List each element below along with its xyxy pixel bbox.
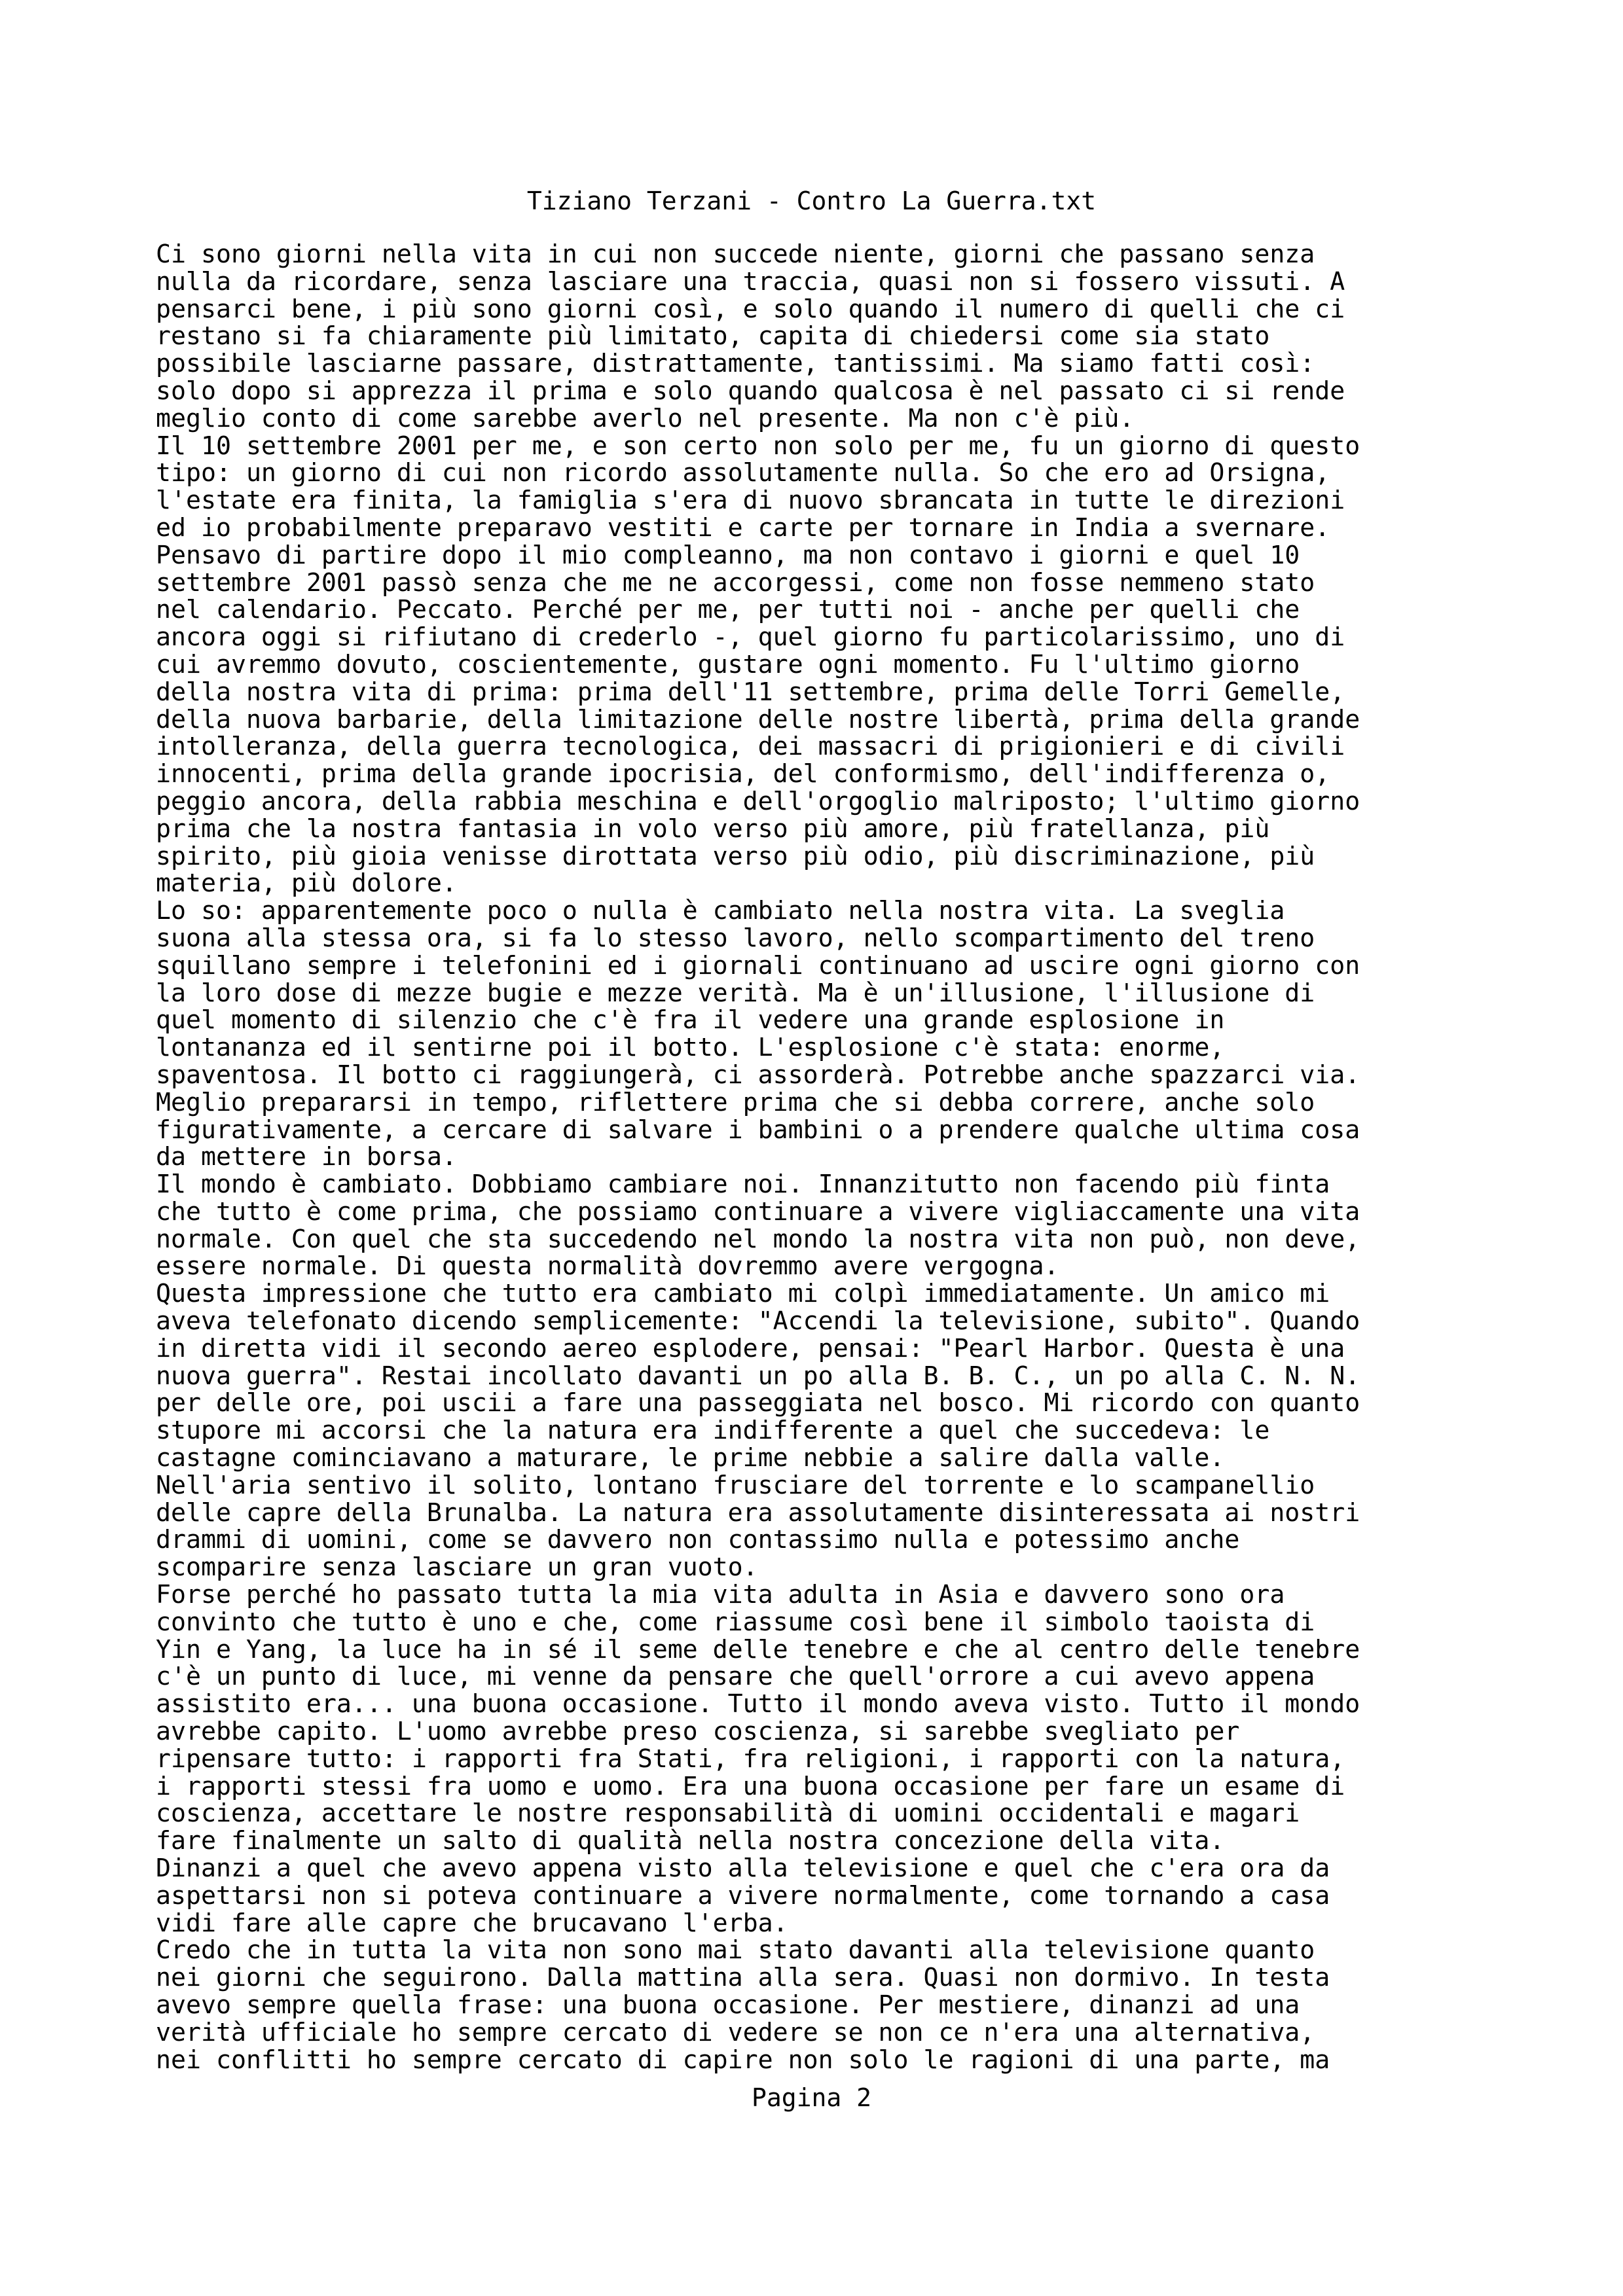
text-line: che tutto è come prima, che possiamo continuare a vivere vigliaccamente una vita [156, 1197, 1360, 1227]
text-line: ancora oggi si rifiutano di crederlo -, quel giorno fu particolarissimo, uno di [156, 623, 1345, 653]
document-title: Tiziano Terzani - Contro La Guerra.txt [526, 187, 1097, 215]
text-line: ripensare tutto: i rapporti fra Stati, fra religioni, i rapporti con la natura, [156, 1744, 1345, 1774]
text-line: avevo sempre quella frase: una buona occasione. Per mestiere, dinanzi ad una [156, 1991, 1300, 2020]
text-line: l'estate era finita, la famiglia s'era di nuovo sbrancata in tutte le direzioni [156, 486, 1345, 516]
text-line: meglio conto di come sarebbe averlo nel presente. Ma non c'è più. [156, 404, 1135, 433]
text-line: quel momento di silenzio che c'è fra il vedere una grande esplosione in [156, 1006, 1225, 1035]
text-line: aveva telefonato dicendo semplicemente: "Accendi la televisione, subito". Quando [156, 1307, 1360, 1336]
text-line: restano si fa chiaramente più limitato, capita di chiedersi come sia stato [156, 322, 1270, 351]
text-line: da mettere in borsa. [156, 1143, 457, 1172]
text-line: Dinanzi a quel che avevo appena visto alla televisione e quel che c'era ora da [156, 1854, 1330, 1884]
text-line: spirito, più gioia venisse dirottata verso più odio, più discriminazione, più [156, 842, 1315, 871]
text-line: i rapporti stessi fra uomo e uomo. Era una buona occasione per fare un esame di [156, 1772, 1345, 1801]
text-line: nel calendario. Peccato. Perché per me, per tutti noi - anche per quelli che [156, 596, 1300, 625]
text-line: verità ufficiale ho sempre cercato di vedere se non ce n'era una alternativa, [156, 2018, 1315, 2047]
text-line: Questa impressione che tutto era cambiato mi colpì immediatamente. Un amico mi [156, 1280, 1330, 1309]
text-line: settembre 2001 passò senza che me ne accorgessi, come non fosse nemmeno stato [156, 568, 1315, 598]
text-line: spaventosa. Il botto ci raggiungerà, ci assorderà. Potrebbe anche spazzarci via. [156, 1060, 1360, 1090]
text-line: Ci sono giorni nella vita in cui non succede niente, giorni che passano senza [156, 240, 1315, 269]
text-line: aspettarsi non si poteva continuare a vivere normalmente, come tornando a casa [156, 1881, 1330, 1910]
text-line: Forse perché ho passato tutta la mia vita adulta in Asia e davvero sono ora [156, 1581, 1285, 1610]
text-line: essere normale. Di questa normalità dovremmo avere vergogna. [156, 1252, 1059, 1282]
document-body [156, 242, 1478, 2074]
text-line: Yin e Yang, la luce ha in sé il seme delle tenebre e che al centro delle tenebre [156, 1635, 1360, 1664]
text-line: materia, più dolore. [156, 869, 457, 899]
text-line: castagne cominciavano a maturare, le prime nebbie a salire dalla valle. [156, 1444, 1225, 1473]
text-line: drammi di uomini, come se davvero non contassimo nulla e potessimo anche [156, 1526, 1240, 1555]
text-line: delle capre della Brunalba. La natura era assolutamente disinteressata ai nostri [156, 1498, 1360, 1528]
text-line: nuova guerra". Restai incollato davanti un po alla B. B. C., un po alla C. N. N. [156, 1361, 1360, 1391]
text-line: prima che la nostra fantasia in volo verso più amore, più fratellanza, più [156, 814, 1270, 844]
text-line: della nuova barbarie, della limitazione delle nostre libertà, prima della grande [156, 705, 1360, 734]
text-line: Il mondo è cambiato. Dobbiamo cambiare noi. Innanzitutto non facendo più finta [156, 1170, 1330, 1200]
text-line: innocenti, prima della grande ipocrisia, del conformismo, dell'indifferenza o, [156, 760, 1330, 789]
text-line: assistito era... una buona occasione. Tutto il mondo aveva visto. Tutto il mondo [156, 1690, 1360, 1719]
text-line: figurativamente, a cercare di salvare i bambini o a prendere qualche ultima cosa [156, 1115, 1360, 1145]
text-line: suona alla stessa ora, si fa lo stesso lavoro, nello scompartimento del treno [156, 924, 1315, 953]
page-number: Pagina 2 [751, 2083, 872, 2112]
text-line: coscienza, accettare le nostre responsabilità di uomini occidentali e magari [156, 1799, 1300, 1829]
text-line: nei giorni che seguirono. Dalla mattina alla sera. Quasi non dormivo. In testa [156, 1964, 1330, 1993]
text-line: stupore mi accorsi che la natura era indifferente a quel che succedeva: le [156, 1416, 1270, 1446]
text-line: Il 10 settembre 2001 per me, e son certo non solo per me, fu un giorno di questo [156, 431, 1360, 461]
text-line: ed io probabilmente preparavo vestiti e carte per tornare in India a svernare. [156, 513, 1330, 543]
text-line: in diretta vidi il secondo aereo esplodere, pensai: "Pearl Harbor. Questa è una [156, 1334, 1345, 1363]
text-line: Credo che in tutta la vita non sono mai stato davanti alla televisione quanto [156, 1936, 1315, 1965]
text-line: della nostra vita di prima: prima dell'11 settembre, prima delle Torri Gemelle, [156, 677, 1345, 707]
text-line: Pensavo di partire dopo il mio compleanno, ma non contavo i giorni e quel 10 [156, 541, 1300, 570]
text-line: nulla da ricordare, senza lasciare una traccia, quasi non si fossero vissuti. A [156, 267, 1345, 296]
text-line: c'è un punto di luce, mi venne da pensare che quell'orrore a cui avevo appena [156, 1662, 1315, 1692]
text-line: possibile lasciarne passare, distrattamente, tantissimi. Ma siamo fatti così: [156, 350, 1315, 379]
text-line: squillano sempre i telefonini ed i giornali continuano ad uscire ogni giorno con [156, 951, 1360, 980]
text-line: Meglio prepararsi in tempo, riflettere prima che si debba correre, anche solo [156, 1088, 1315, 1117]
text-line: la loro dose di mezze bugie e mezze verità. Ma è un'illusione, l'illusione di [156, 978, 1315, 1008]
text-line: normale. Con quel che sta succedendo nel mondo la nostra vita non può, non deve, [156, 1225, 1360, 1254]
text-line: per delle ore, poi uscii a fare una passeggiata nel bosco. Mi ricordo con quanto [156, 1389, 1360, 1418]
text-line: solo dopo si apprezza il prima e solo quando qualcosa è nel passato ci si rende [156, 376, 1345, 406]
text-line: peggio ancora, della rabbia meschina e dell'orgoglio malriposto; l'ultimo giorno [156, 787, 1360, 816]
text-line: nei conflitti ho sempre cercato di capire non solo le ragioni di una parte, ma [156, 2045, 1330, 2075]
text-line: intolleranza, della guerra tecnologica, dei massacri di prigionieri e di civili [156, 732, 1345, 762]
text-line: Lo so: apparentemente poco o nulla è cambiato nella nostra vita. La sveglia [156, 897, 1285, 926]
text-line: tipo: un giorno di cui non ricordo assolutamente nulla. So che ero ad Orsigna, [156, 459, 1330, 488]
text-line: vidi fare alle capre che brucavano l'erba. [156, 1909, 788, 1938]
text-line: Nell'aria sentivo il solito, lontano frusciare del torrente e lo scampanellio [156, 1471, 1315, 1500]
text-line: scomparire senza lasciare un gran vuoto. [156, 1553, 758, 1583]
text-line: avrebbe capito. L'uomo avrebbe preso coscienza, si sarebbe svegliato per [156, 1717, 1240, 1747]
text-line: fare finalmente un salto di qualità nella nostra concezione della vita. [156, 1827, 1225, 1856]
text-line: convinto che tutto è uno e che, come riassume così bene il simbolo taoista di [156, 1607, 1315, 1637]
text-line: pensarci bene, i più sono giorni così, e solo quando il numero di quelli che ci [156, 295, 1345, 324]
text-line: cui avremmo dovuto, coscientemente, gustare ogni momento. Fu l'ultimo giorno [156, 650, 1300, 679]
text-line: lontananza ed il sentirne poi il botto. L'esplosione c'è stata: enorme, [156, 1033, 1225, 1063]
